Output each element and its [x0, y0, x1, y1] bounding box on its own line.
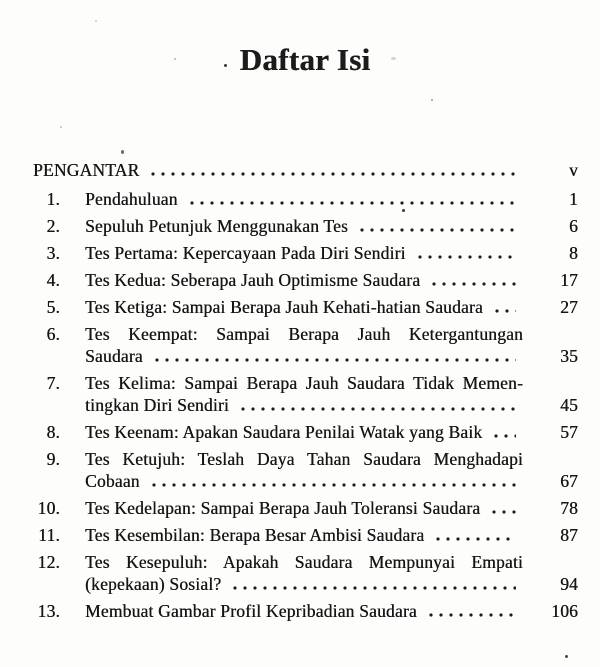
toc-entry-body	[33, 159, 578, 181]
toc-entry-page-number: 94	[560, 574, 578, 594]
toc-entry-last-line	[85, 421, 578, 443]
toc-entry	[33, 323, 578, 367]
toc-entry-text: (kepekaan) Sosial?	[85, 574, 222, 594]
toc-entry-page-number: 106	[551, 601, 578, 621]
toc-entry	[33, 600, 578, 622]
toc-entry-text: PENGANTAR	[33, 160, 140, 180]
scan-speck	[431, 99, 433, 101]
toc-entry-number: 10.	[37, 498, 60, 518]
toc-entry-number: 13.	[37, 601, 60, 621]
toc-entry-last-line	[85, 188, 578, 210]
toc-entry-text: Membuat Gambar Profil Kepribadian Saudara	[85, 601, 417, 621]
page-title: Daftar Isi	[239, 42, 371, 77]
toc-entry	[33, 215, 578, 237]
toc-entry-last-line	[33, 159, 578, 181]
toc-entry-first-line: Tes Kelima: Sampai Berapa Jauh Saudara Tidak Memen-	[85, 373, 523, 393]
toc-entry-last-line	[85, 296, 578, 318]
toc-entry-body	[85, 242, 578, 264]
toc-entry-last-line	[85, 524, 578, 546]
toc-entry-last-line	[85, 242, 578, 264]
toc-entry	[33, 551, 578, 595]
dotted-leader	[489, 421, 516, 443]
toc-entry-body	[85, 600, 578, 622]
toc-entry-number: 8.	[46, 422, 60, 442]
toc-entry-body	[85, 421, 578, 443]
scan-speck	[402, 209, 405, 212]
toc-entry-last-line	[85, 269, 578, 291]
toc-entry	[33, 524, 578, 546]
toc-entry	[33, 269, 578, 291]
dotted-leader	[490, 296, 516, 318]
toc-entry-body	[85, 188, 578, 210]
dotted-leader	[150, 345, 516, 367]
toc-entry-number: 2.	[46, 216, 60, 236]
toc-entry	[33, 188, 578, 210]
toc-entry-number: 11.	[38, 525, 60, 545]
dotted-leader	[185, 188, 516, 210]
scan-speck	[391, 57, 396, 60]
dotted-leader	[147, 470, 516, 492]
toc-entry-last-line	[85, 394, 578, 416]
toc-entry-text: Saudara	[85, 346, 143, 366]
toc-entry-body	[85, 497, 578, 519]
toc-entry-last-line	[85, 345, 578, 367]
toc-entry-text: Tes Pertama: Kepercayaan Pada Diri Sendiri	[85, 243, 406, 263]
toc-entry	[33, 296, 578, 318]
dotted-leader	[487, 497, 516, 519]
scan-speck	[224, 64, 227, 67]
scan-speck	[565, 655, 568, 658]
toc-entry-page-number: 17	[560, 270, 578, 290]
toc-entry-body	[85, 323, 578, 367]
dotted-leader	[431, 524, 516, 546]
dotted-leader	[427, 269, 516, 291]
toc-entry-text: Tes Kesembilan: Berapa Besar Ambisi Saudara	[85, 525, 425, 545]
dotted-leader	[413, 242, 516, 264]
toc-entry-last-line	[85, 600, 578, 622]
toc-entry-last-line	[85, 497, 578, 519]
toc-entry-body	[85, 269, 578, 291]
toc-entry-last-line	[85, 215, 578, 237]
toc-entry	[33, 448, 578, 492]
toc-entry-body	[85, 296, 578, 318]
toc-entry-number: 7.	[46, 373, 60, 393]
toc-entry-text: Cobaan	[85, 471, 140, 491]
toc-entry	[33, 242, 578, 264]
toc-entry-text: Tes Kedua: Seberapa Jauh Optimisme Saudara	[85, 270, 421, 290]
toc-entry-number: 3.	[46, 243, 60, 263]
toc-entry	[33, 497, 578, 519]
toc-entry-text: Tes Kedelapan: Sampai Berapa Jauh Toleransi Saudara	[85, 498, 481, 518]
toc-entry-body	[85, 372, 578, 416]
toc-entry-number: 1.	[46, 189, 60, 209]
toc-entry-body	[85, 448, 578, 492]
toc-entry-first-line: Tes Keempat: Sampai Berapa Jauh Ketergantungan	[85, 324, 523, 344]
scan-speck	[121, 150, 124, 154]
toc-entry-body	[85, 215, 578, 237]
toc-entry-number: 12.	[37, 552, 60, 572]
dotted-leader	[424, 600, 516, 622]
scan-speck	[95, 20, 97, 22]
scan-speck	[60, 126, 62, 128]
toc-entry-first-line: Tes Kesepuluh: Apakah Saudara Mempunyai Empati	[85, 552, 523, 572]
toc-entry-body	[85, 551, 578, 595]
toc-entry-number: 6.	[46, 324, 60, 344]
dotted-leader	[355, 215, 516, 237]
toc-entry-page-number: 78	[560, 498, 578, 518]
toc-entry-text: Tes Ketiga: Sampai Berapa Jauh Kehati-hatian Saudara	[85, 297, 483, 317]
toc-entry	[33, 372, 578, 416]
toc-entry-text: tingkan Diri Sendiri	[85, 395, 229, 415]
toc-entry-last-line	[85, 573, 578, 595]
dotted-leader	[146, 159, 516, 181]
toc-entry-text: Tes Keenam: Apakan Saudara Penilai Watak yang Baik	[85, 422, 483, 442]
toc-entry-page-number: 57	[560, 422, 578, 442]
scan-speck	[174, 58, 176, 60]
toc-entry-number: 4.	[46, 270, 60, 290]
toc-entry-page-number: 6	[569, 216, 578, 236]
toc-entry-page-number: 27	[560, 297, 578, 317]
toc-entry-first-line: Tes Ketujuh: Teslah Daya Tahan Saudara Menghadapi	[85, 449, 523, 469]
toc-entry-page-number: 1	[569, 189, 578, 209]
toc-entry-page-number: v	[569, 160, 578, 180]
dotted-leader	[236, 394, 516, 416]
toc-entry-page-number: 87	[560, 525, 578, 545]
toc-entry	[33, 421, 578, 443]
toc-list	[33, 159, 578, 627]
toc-entry	[33, 159, 578, 181]
toc-entry-page-number: 45	[560, 395, 578, 415]
toc-entry-text: Pendahuluan	[85, 189, 178, 209]
toc-entry-number: 9.	[46, 449, 60, 469]
toc-entry-text: Sepuluh Petunjuk Menggunakan Tes	[85, 216, 348, 236]
toc-entry-body	[85, 524, 578, 546]
dotted-leader	[228, 573, 516, 595]
toc-entry-number: 5.	[46, 297, 60, 317]
toc-entry-page-number: 8	[569, 243, 578, 263]
toc-entry-page-number: 67	[560, 471, 578, 491]
toc-entry-last-line	[85, 470, 578, 492]
toc-entry-page-number: 35	[560, 346, 578, 366]
